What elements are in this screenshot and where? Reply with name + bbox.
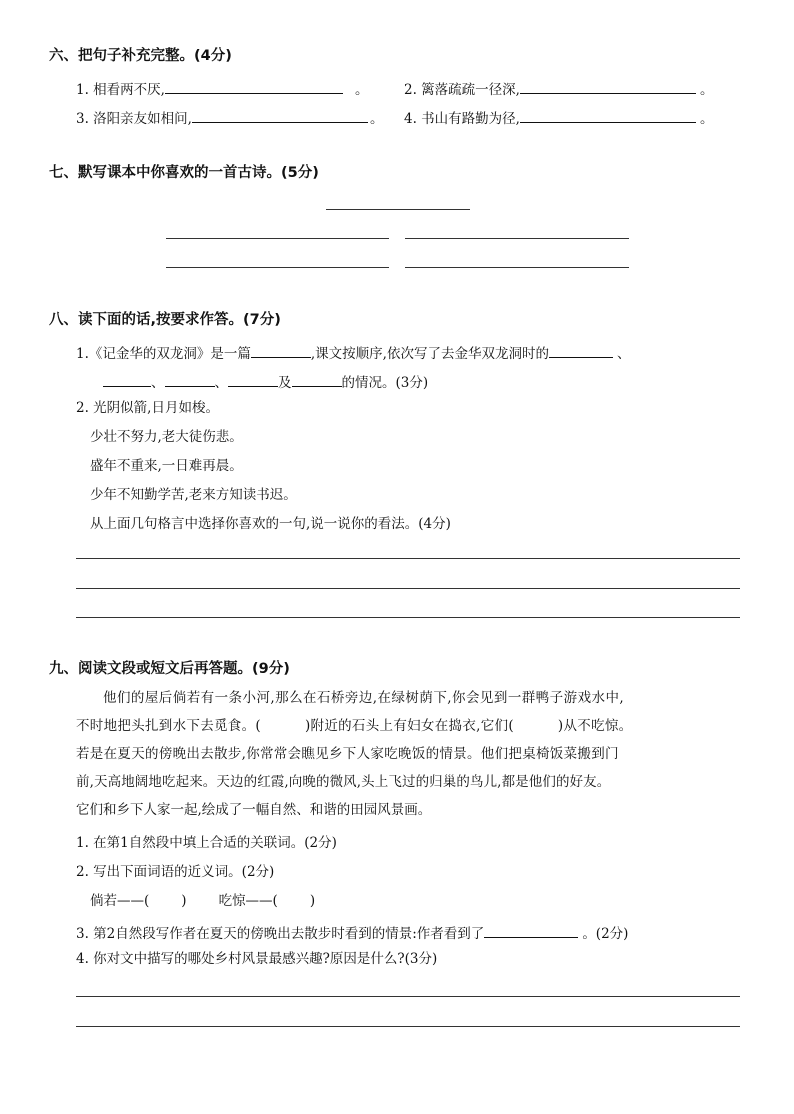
answer-blank[interactable] <box>292 373 342 387</box>
s6-q3-text: 3. 洛阳亲友如相问, <box>76 111 192 127</box>
s6-q2-end: 。 <box>699 82 714 98</box>
section-8-heading: 八、读下面的话,按要求作答。(7分) <box>49 312 281 328</box>
s9-question-3 <box>76 924 628 942</box>
s8-question-1-line-2 <box>103 373 428 391</box>
s6-q3-end: 。 <box>369 111 384 127</box>
answer-line[interactable] <box>76 558 740 559</box>
s6-q4-text: 4. 书山有路勤为径, <box>404 111 520 127</box>
answer-blank[interactable] <box>520 109 696 123</box>
s8-q1-text-c: 、 <box>616 346 631 362</box>
passage-text: )从不吃惊。 <box>557 718 633 734</box>
passage-para-2-line-2: 前,天高地阔地吃起来。天边的红霞,向晚的微风,头上飞过的归巢的鸟儿,都是他们的好友。 <box>76 774 611 790</box>
maxim-2: 盛年不重来,一日难再晨。 <box>90 458 243 474</box>
answer-line[interactable] <box>76 588 740 589</box>
synonym-2-label: 吃惊——( <box>218 893 278 909</box>
section-7-heading: 七、默写课本中你喜欢的一首古诗。(5分) <box>49 165 319 181</box>
passage-para-1-line-1: 他们的屋后倘若有一条小河,那么在石桥旁边,在绿树荫下,你会见到一群鸭子游戏水中, <box>103 690 625 706</box>
answer-blank[interactable] <box>228 373 278 387</box>
s8-question-2-prompt: 从上面几句格言中选择你喜欢的一句,说一说你的看法。(4分) <box>90 516 451 532</box>
s8-question-1-line-1 <box>76 344 630 362</box>
maxim-3: 少年不知勤学苦,老来方知读书迟。 <box>90 487 297 503</box>
s9-question-4: 4. 你对文中描写的哪处乡村风景最感兴趣?原因是什么?(3分) <box>76 951 438 967</box>
synonym-1-label: 倘若——( <box>90 893 150 909</box>
answer-blank[interactable] <box>484 924 578 938</box>
section-6-heading: 六、把句子补充完整。(4分) <box>49 48 232 64</box>
maxim-1: 少壮不努力,老大徒伤悲。 <box>90 429 243 445</box>
section-9-heading: 九、阅读文段或短文后再答题。(9分) <box>49 661 290 677</box>
s8-q1-text-e: 、 <box>214 375 228 391</box>
s8-q1-text-f: 及 <box>278 375 292 391</box>
poem-line-4[interactable] <box>405 267 629 268</box>
s9-question-1: 1. 在第1自然段中填上合适的关联词。(2分) <box>76 835 337 851</box>
s8-q1-text-a: 1.《记金华的双龙洞》是一篇 <box>76 346 251 362</box>
s8-q1-text-g: 的情况。(3分) <box>341 375 429 391</box>
s6-question-3 <box>76 109 383 127</box>
s8-q1-text-d: 、 <box>151 375 165 391</box>
answer-blank[interactable] <box>251 344 311 358</box>
answer-line[interactable] <box>76 996 740 997</box>
s6-q4-end: 。 <box>699 111 714 127</box>
answer-blank[interactable] <box>165 373 215 387</box>
s6-question-4 <box>404 109 713 127</box>
s6-q2-text: 2. 篱落疏疏一径深, <box>404 82 520 98</box>
paren-close: ) <box>181 893 187 909</box>
s6-q1-text: 1. 相看两不厌, <box>76 82 165 98</box>
answer-blank[interactable] <box>549 344 613 358</box>
passage-text: )附近的石头上有妇女在捣衣,它们( <box>304 718 514 734</box>
passage-para-2-line-3: 它们和乡下人家一起,绘成了一幅自然、和谐的田园风景画。 <box>76 802 432 818</box>
synonym-row <box>90 895 315 909</box>
answer-blank[interactable] <box>520 80 696 94</box>
passage-para-1-line-2 <box>76 720 632 734</box>
answer-blank[interactable] <box>165 80 343 94</box>
s9-q3-text-a: 3. 第2自然段写作者在夏天的傍晚出去散步时看到的情景:作者看到了 <box>76 926 485 942</box>
poem-line-1[interactable] <box>166 238 389 239</box>
s6-question-1 <box>76 80 368 98</box>
poem-line-2[interactable] <box>405 238 629 239</box>
s6-q1-end: 。 <box>354 82 369 98</box>
poem-title-line[interactable] <box>326 209 470 210</box>
s9-q3-text-b: 。(2分) <box>582 926 629 942</box>
passage-text: 不时地把头扎到水下去觅食。( <box>76 718 261 734</box>
s6-question-2 <box>404 80 713 98</box>
answer-blank[interactable] <box>103 373 151 387</box>
s8-q1-text-b: ,课文按顺序,依次写了去金华双龙洞时的 <box>310 346 549 362</box>
answer-blank[interactable] <box>192 109 368 123</box>
poem-line-3[interactable] <box>166 267 389 268</box>
s8-question-2: 2. 光阴似箭,日月如梭。 <box>76 400 219 416</box>
s9-question-2: 2. 写出下面词语的近义词。(2分) <box>76 864 275 880</box>
answer-line[interactable] <box>76 617 740 618</box>
passage-para-2-line-1: 若是在夏天的傍晚出去散步,你常常会瞧见乡下人家吃晚饭的情景。他们把桌椅饭菜搬到门 <box>76 746 619 762</box>
answer-line[interactable] <box>76 1026 740 1027</box>
paren-close: ) <box>309 893 316 909</box>
